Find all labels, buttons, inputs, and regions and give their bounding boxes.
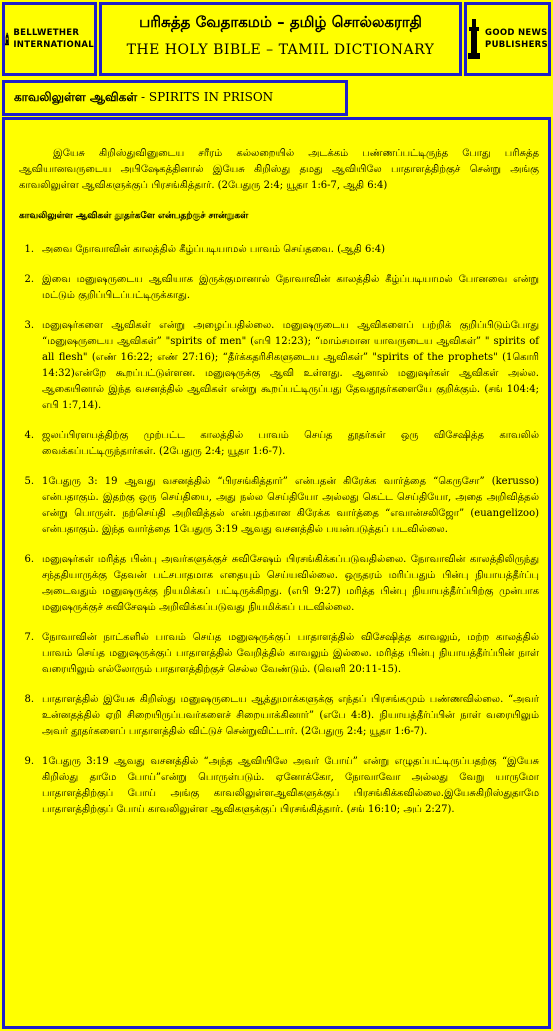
header-title-tamil: பரிசுத்த வேதாகமம் – தமிழ் சொல்லகராதி bbox=[139, 13, 422, 31]
list-item bbox=[19, 630, 539, 678]
item-text: இவை மனுஷருடைய ஆவியாக இருக்குமானால் நோவாவின் காலத்தில் கீழ்ப்படியாமல் போனவை என்று மட்டும் குறிப்பிடப்பட்டிருக்காது. bbox=[42, 274, 539, 301]
section-title-tamil: காவலிலுள்ள ஆவிகள் bbox=[14, 90, 138, 104]
list-item bbox=[19, 272, 539, 304]
list-item bbox=[19, 318, 539, 414]
bell-tower-icon bbox=[5, 19, 9, 59]
evidence-list bbox=[19, 242, 539, 818]
evidence-heading: காவலிலுள்ள ஆவிகள் தூதர்களே என்பதற்குச் சான்றுகள் bbox=[19, 211, 249, 221]
item-number: 1. bbox=[24, 244, 34, 255]
item-number: 9. bbox=[24, 756, 34, 767]
item-text: பாதாளத்தில் இயேசு கிறிஸ்து மனுஷருடைய ஆத்துமாக்களுக்கு எந்தப் பிரசங்கமும் பண்ணவில்லை. “அவர் உன்னதத்தில் ஏறி சிறையிருப்பவர்களைச் சிறையாக்கினார்” (எபே 4:8). நியாயத்தீர்ப்பின் நாள் வரையிலும் அவர் தூதர்களைப் பாதாளத்தில் விட்டுச் சென்றுவிட்டார். (2பேதுரு 2:4; யூதா 1:6-7). bbox=[42, 694, 539, 737]
item-number: 5. bbox=[24, 476, 34, 487]
item-number: 4. bbox=[24, 430, 34, 441]
item-text: அவை நோவாவின் காலத்தில் கீழ்ப்படியாமல் பாவம் செய்தவை. (ஆதி 6:4) bbox=[42, 244, 386, 255]
list-item bbox=[19, 552, 539, 616]
item-number: 3. bbox=[24, 320, 34, 331]
bellwether-logo bbox=[2, 2, 97, 76]
logo-left-line2: INTERNATIONAL bbox=[13, 40, 94, 50]
item-text: 1பேதுரு 3:19 ஆவது வசனத்தில் “அந்த ஆவியிலே அவர் போய்” என்று எழுதப்பட்டிருப்பதற்கு “இயேசு கிறிஸ்து தாமே போய்”என்று பொருள்படும். ஏனோக்கோ, நோவாவோ அல்லது வேறு யாருமோ பாதாளத்திற்குப் போய் அங்கு காவலிலுள்ளஆவிகளுக்குப் பிரசங்கிக்கவில்லை.இயேசுகிறிஸ்துதாமே பாதாளத்திற்குப் போய் காவலிலுள்ள ஆவிகளுக்குப் பிரசங்கித்தார். (சங் 16:10; அப் 2:27). bbox=[42, 756, 539, 815]
section-title-english: - SPIRITS IN PRISON bbox=[137, 90, 274, 104]
section-title-box bbox=[2, 80, 348, 116]
logo-right-line1: GOOD NEWS bbox=[485, 28, 548, 38]
item-text: மனுஷர்கள் மரித்த பின்பு அவர்களுக்குச் சுவிசேஷம் பிரசங்கிக்கப்படுவதில்லை. நோவாவின் காலத்திலிருந்து சந்ததியாருக்கு தேவன் பட்சபாதமாக எதையும் செய்யவில்லை. ஒருதரம் மரிப்பதும் பின்பு நியாயத்தீர்ப்பு அடைவதும் மனுஷருக்கு நியமிக்கப் பட்டிருக்கிறது. (எபி 9:27) மரித்த பின்பு நியாயத்தீர்ப்பிற்கு முன்பாக மனுஷருக்குச் சுவிசேஷம் அறிவிக்கப்படுவது நியமிக்கப் படவில்லை. bbox=[42, 554, 539, 613]
item-number: 8. bbox=[24, 694, 34, 705]
list-item bbox=[19, 754, 539, 818]
item-number: 2. bbox=[24, 274, 34, 285]
item-number: 7. bbox=[24, 632, 34, 643]
section-title bbox=[5, 83, 345, 106]
good-news-logo bbox=[464, 2, 551, 76]
list-item bbox=[19, 428, 539, 460]
intro-paragraph: இயேசு கிறிஸ்துவினுடைய சரீரம் கல்லறையில் அடக்கம் பண்ணப்பட்டிருந்த போது பரிசுத்த ஆவியானவருடைய அபிஷேகத்தினால் இயேசு கிறிஸ்து தமது ஆவியிலே பாதாளத்திற்குச் சென்று அங்கு காவலிலுள்ள ஆவிகளுக்குப் பிரசங்கித்தார். (2பேதுரு 2:4; யூதா 1:6-7, ஆதி 6:4) bbox=[19, 148, 539, 191]
item-text: மனுஷர்களை ஆவிகள் என்று அழைப்பதில்லை. மனுஷருடைய ஆவிகளைப் பற்றிக் குறிப்பிடும்போது “மனுஷருடைய ஆவிகள்” "spirits of men" (எபி 12:23); “மாம்சமான யாவருடைய ஆவிகள்” " spirits of all flesh" (எண் 16:22; எண் 27:16); “தீர்க்கதரிசிகளுடைய ஆவிகள்” "spirits of the prophets" (1கொரி 14:32)என்றே கூறப்பட்டுள்ளன. மனுஷருக்கு ஆவி உள்ளது. ஆனால் மனுஷர்கள் ஆவிகள் அல்ல. ஆகையினால் இந்த வசனத்தில் ஆவிகள் என்று கூறப்பட்டிருப்பது தேவதூதர்களையே குறிக்கும். (சங் 104:4; எபி 1:7,14). bbox=[42, 320, 539, 411]
lamp-icon bbox=[467, 19, 481, 59]
header-title-english: THE HOLY BIBLE – TAMIL DICTIONARY bbox=[126, 42, 435, 58]
item-number: 6. bbox=[24, 554, 34, 565]
page-header bbox=[99, 2, 462, 76]
item-text: ஜலப்பிரளயத்திற்கு முற்பட்ட காலத்தில் பாவம் செய்த தூதர்கள் ஒரு விசேஷித்த காவலில் வைக்கப்பட்டிருந்தார்கள். (2பேதுரு 2:4; யூதா 1:6-7). bbox=[42, 430, 539, 457]
content-panel bbox=[2, 117, 551, 1029]
list-item bbox=[19, 692, 539, 740]
logo-right-line2: PUBLISHERS bbox=[485, 40, 548, 50]
item-text: 1பேதுரு 3: 19 ஆவது வசனத்தில் “பிரசங்கித்தார்” என்பதன் கிரேக்க வார்த்தை “கெருசோ” (kerusso) என்பதாகும். இதற்கு ஒரு செய்தியை, அது நல்ல செய்தியோ அல்லது கெட்ட செய்தியோ, அதை அறிவித்தல் என்று பொருள். நற்செய்தி அறிவித்தல் என்பதற்கான கிரேக்க வார்த்தை “எவான்சலிஜோ” (euangelizoo) என்பதாகும். இந்த வார்த்தை 1பேதுரு 3:19 ஆவது வசனத்தில் பயன்படுத்தப் படவில்லை. bbox=[42, 476, 539, 535]
item-text: நோவாவின் நாட்களில் பாவம் செய்த மனுஷருக்குப் பாதாளத்தில் விசேஷித்த காவலும், மற்ற காலத்தில் பாவம் செய்த மனுஷருக்குப் பாதாளத்தில் வேறித்தில் காவலும் இல்லை. மரித்த பின்பு நியாயத்தீர்ப்பின் நாள் வரையிலும் எல்லோரும் பாதாளத்திற்குச் செல்ல வேண்டும். (வெளி 20:11-15). bbox=[42, 632, 539, 675]
list-item bbox=[19, 242, 539, 258]
list-item bbox=[19, 474, 539, 538]
logo-left-line1: BELLWETHER bbox=[13, 28, 80, 38]
